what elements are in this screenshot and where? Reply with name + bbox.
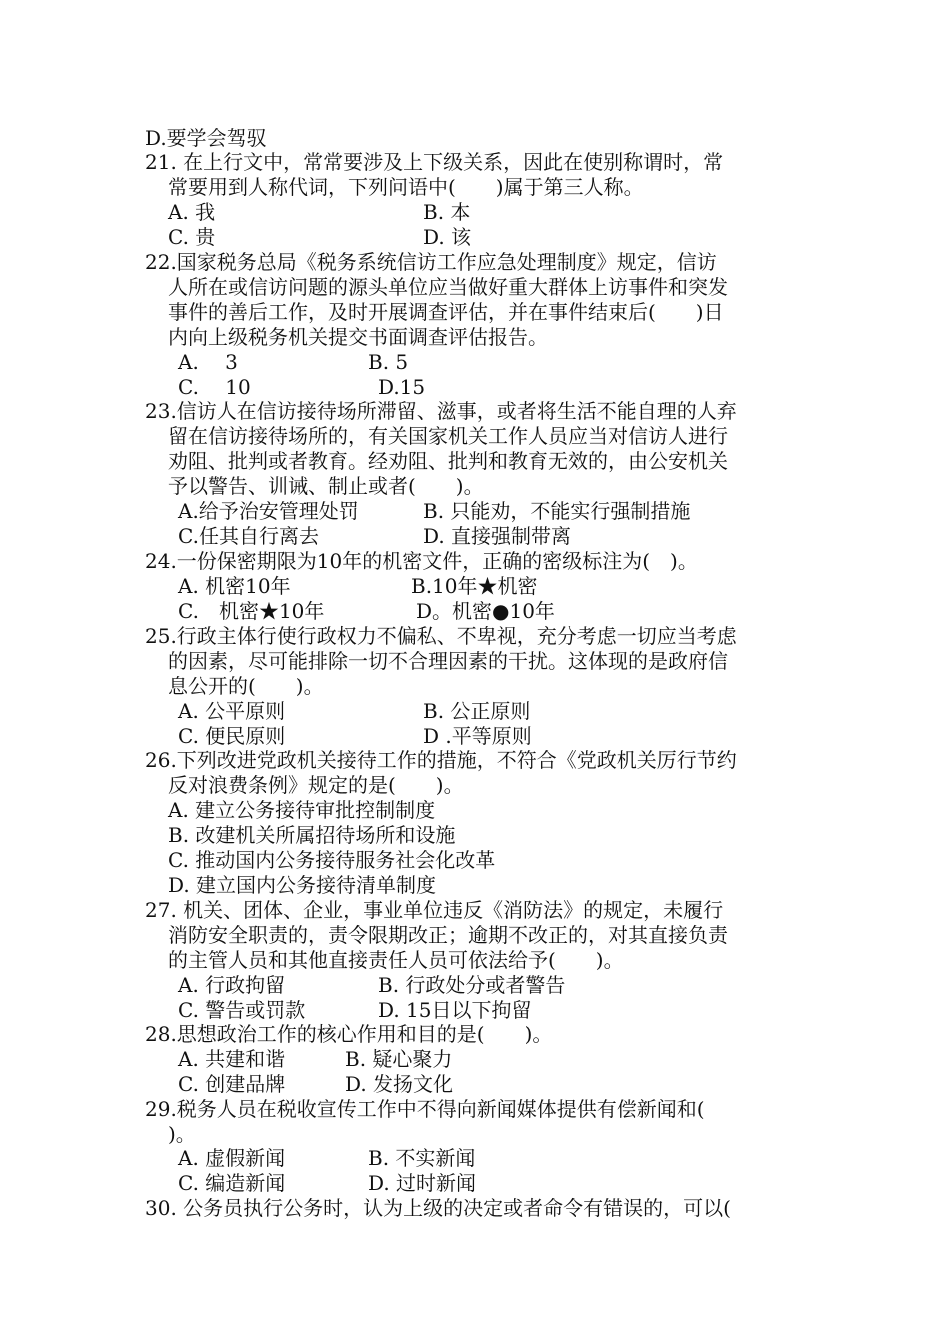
question-stem-line: 人所在或信访问题的源头单位应当做好重大群体上访事件和突发: [168, 275, 728, 299]
question-stem-line: 的主管人员和其他直接责任人员可依法给予( )。: [168, 948, 624, 972]
option-a: A. 3: [178, 350, 238, 374]
option-c: C.任其自行离去: [178, 524, 319, 548]
question-stem-line: 反对浪费条例》规定的是( )。: [168, 773, 464, 797]
question-stem-line: 25.行政主体行使行政权力不偏私、不卑视，充分考虑一切应当考虑: [145, 624, 737, 648]
option-a: A. 共建和谐: [178, 1047, 286, 1071]
option-c: C. 便民原则: [178, 724, 286, 748]
option-b: B. 行政处分或者警告: [378, 973, 566, 997]
option-a: A.给予治安管理处罚: [178, 499, 359, 523]
question-stem-line: )。: [168, 1122, 196, 1146]
option-d: D. 建立国内公务接待清单制度: [168, 873, 437, 897]
option-d: D .平等原则: [423, 724, 532, 748]
option-a: A. 行政拘留: [178, 973, 286, 997]
question-stem-line: 内向上级税务机关提交书面调查评估报告。: [168, 325, 548, 349]
option-c: C. 创建品牌: [178, 1072, 286, 1096]
option-d: D. 发扬文化: [345, 1072, 454, 1096]
option-b: B. 改建机关所属招待场所和设施: [168, 823, 456, 847]
option-d: D. 15日以下拘留: [378, 998, 532, 1022]
preceding-option: D.要学会驾驭: [145, 126, 267, 150]
option-d: D. 过时新闻: [368, 1171, 477, 1195]
question-stem-line: 劝阻、批判或者教育。经劝阻、批判和教育无效的，由公安机关: [168, 449, 728, 473]
option-c: C. 10: [178, 375, 251, 399]
question-stem-line: 29.税务人员在税收宣传工作中不得向新闻媒体提供有偿新闻和(: [145, 1097, 705, 1121]
option-c: C. 警告或罚款: [178, 998, 306, 1022]
option-c: C. 机密★10年: [178, 599, 325, 623]
question-stem-line: 28.思想政治工作的核心作用和目的是( )。: [145, 1022, 553, 1046]
option-b: B. 5: [368, 350, 409, 374]
option-a: A. 建立公务接待审批控制制度: [168, 798, 436, 822]
option-d: D. 该: [423, 225, 472, 249]
option-b: B.10年★机密: [411, 574, 538, 598]
question-stem-line: 26.下列改进党政机关接待工作的措施，不符合《党政机关厉行节约: [145, 748, 737, 772]
option-b: B. 本: [423, 200, 471, 224]
option-b: B. 公正原则: [423, 699, 531, 723]
question-stem-line: 事件的善后工作，及时开展调查评估，并在事件结束后( )日: [168, 300, 724, 324]
option-a: A. 我: [168, 200, 216, 224]
question-stem-line: 21. 在上行文中，常常要涉及上下级关系，因此在使别称谓时，常: [145, 150, 724, 174]
option-b: B. 不实新闻: [368, 1146, 476, 1170]
option-b: B. 只能劝，不能实行强制措施: [423, 499, 691, 523]
question-stem-line: 的因素，尽可能排除一切不合理因素的干扰。这体现的是政府信: [168, 649, 728, 673]
option-d: D.15: [378, 375, 426, 399]
option-d: D。机密●10年: [416, 599, 555, 623]
question-stem-line: 27. 机关、团体、企业，事业单位违反《消防法》的规定，未履行: [145, 898, 724, 922]
question-stem-line: 24.一份保密期限为10年的机密文件，正确的密级标注为( )。: [145, 549, 698, 573]
option-a: A. 虚假新闻: [178, 1146, 286, 1170]
question-stem-line: 30. 公务员执行公务时，认为上级的决定或者命令有错误的，可以(: [145, 1196, 731, 1220]
question-stem-line: 消防安全职责的，责令限期改正；逾期不改正的，对其直接负责: [168, 923, 728, 947]
option-c: C. 推动国内公务接待服务社会化改革: [168, 848, 496, 872]
option-c: C. 编造新闻: [178, 1171, 286, 1195]
question-stem-line: 常要用到人称代词，下列问语中( )属于第三人称。: [168, 175, 644, 199]
option-a: A. 机密10年: [178, 574, 291, 598]
option-c: C. 贵: [168, 225, 216, 249]
question-stem-line: 22.国家税务总局《税务系统信访工作应急处理制度》规定，信访: [145, 250, 717, 274]
question-stem-line: 予以警告、训诫、制止或者( )。: [168, 474, 484, 498]
question-stem-line: 留在信访接待场所的，有关国家机关工作人员应当对信访人进行: [168, 424, 728, 448]
option-b: B. 疑心聚力: [345, 1047, 453, 1071]
question-stem-line: 23.信访人在信访接待场所滞留、滋事，或者将生活不能自理的人弃: [145, 399, 737, 423]
option-a: A. 公平原则: [178, 699, 286, 723]
question-stem-line: 息公开的( )。: [168, 674, 324, 698]
option-d: D. 直接强制带离: [423, 524, 572, 548]
